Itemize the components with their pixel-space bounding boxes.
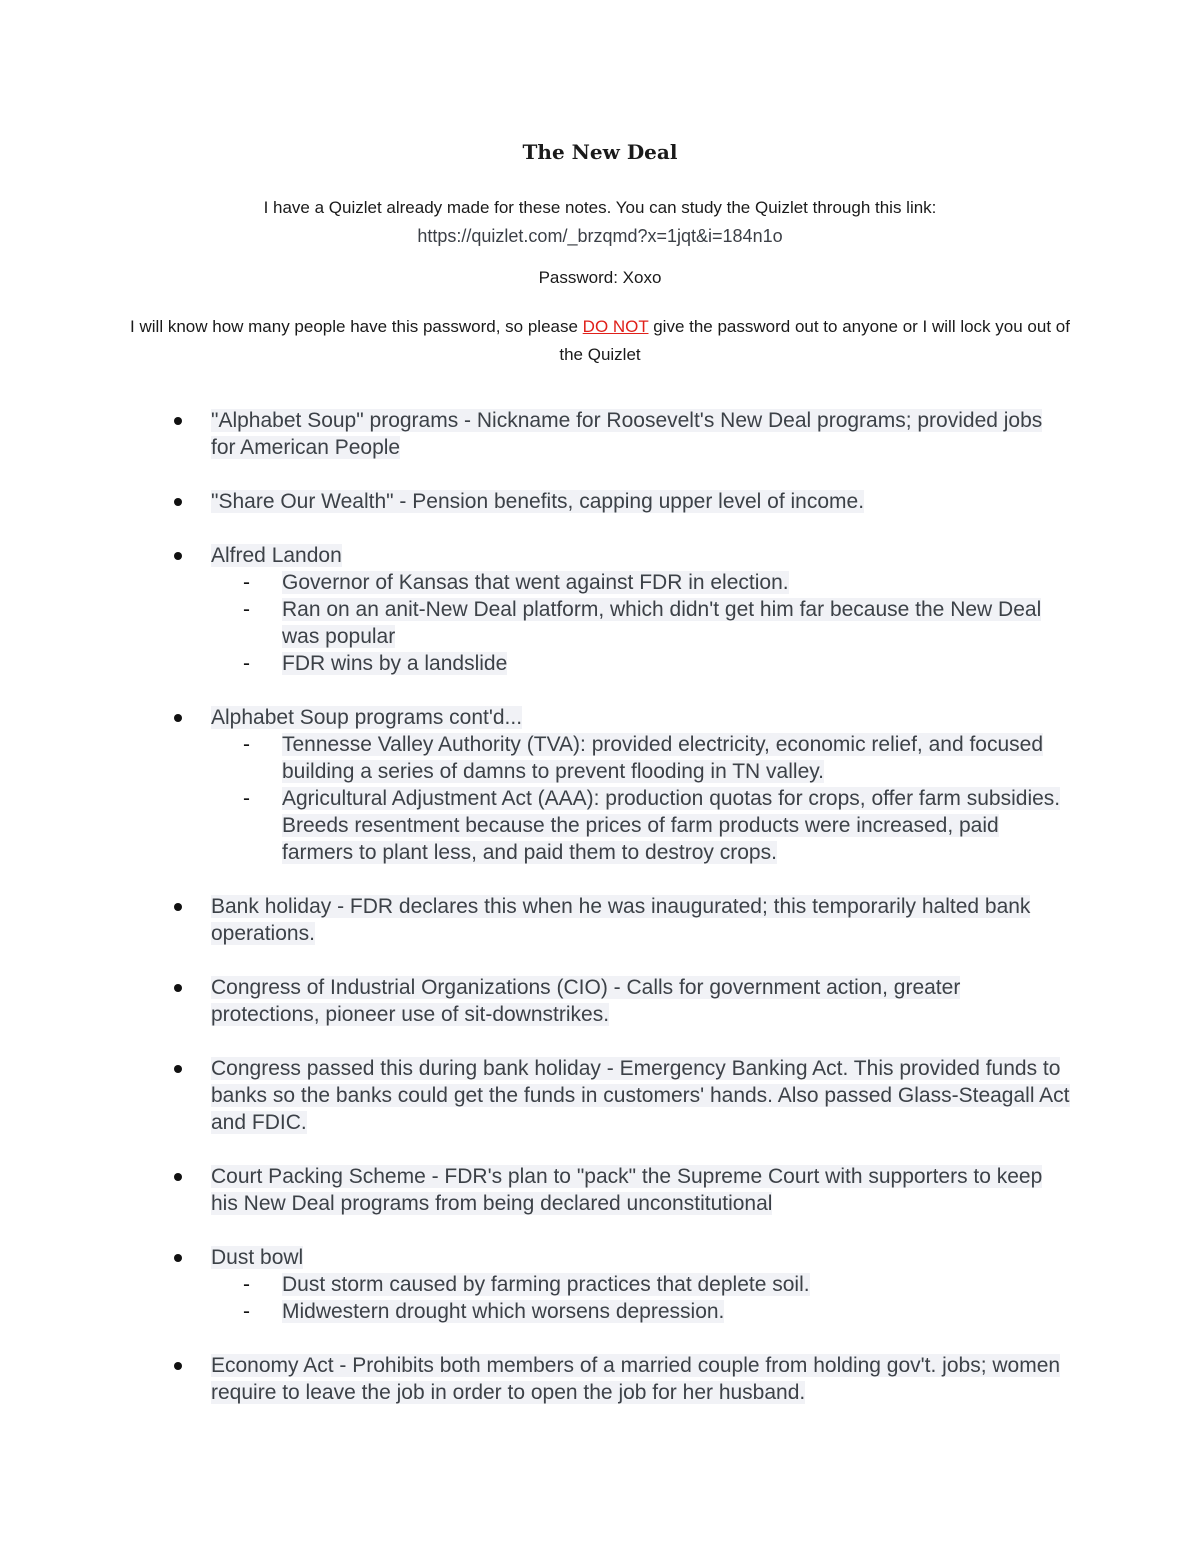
note-item	[0, 1244, 1200, 1325]
note-text: Congress of Industrial Organizations (CIO) - Calls for government action, greater protections, pioneer use of sit-downstrikes.	[211, 976, 961, 1026]
note-item	[0, 542, 1200, 677]
notes-list	[0, 407, 1200, 1433]
sub-item	[0, 596, 1070, 650]
note-item	[0, 407, 1200, 461]
note-text: Bank holiday - FDR declares this when he was inaugurated; this temporarily halted bank operations.	[211, 895, 1031, 945]
sub-item	[0, 1271, 1070, 1298]
note-text: "Alphabet Soup" programs - Nickname for Roosevelt's New Deal programs; provided jobs for American People	[211, 409, 1043, 459]
warning-before: I will know how many people have this password, so please	[130, 317, 583, 336]
note-item	[0, 1055, 1200, 1136]
dash-icon: -	[243, 733, 250, 756]
bullet-icon	[174, 1254, 182, 1262]
note-text: Alfred Landon	[211, 544, 342, 567]
sub-item-text: Dust storm caused by farming practices that deplete soil.	[282, 1273, 810, 1296]
sub-list	[211, 569, 1070, 677]
bullet-icon	[174, 417, 182, 425]
bullet-icon	[174, 498, 182, 506]
dash-icon: -	[243, 652, 250, 675]
note-text: Court Packing Scheme - FDR's plan to "pack" the Supreme Court with supporters to keep his New Deal programs from being declared unconstitutional	[211, 1165, 1043, 1215]
sub-item	[0, 569, 1070, 596]
bullet-icon	[174, 1362, 182, 1370]
dash-icon: -	[243, 1300, 250, 1323]
bullet-icon	[174, 903, 182, 911]
dash-icon: -	[243, 571, 250, 594]
bullet-icon	[174, 1065, 182, 1073]
sub-item-text: Agricultural Adjustment Act (AAA): production quotas for crops, offer farm subsidies. Breeds resentment because the prices of farm products were increased, paid farmers to plant less, and paid them to destroy crops.	[282, 787, 1061, 864]
note-item	[0, 488, 1200, 515]
sub-item-text: Tennesse Valley Authority (TVA): provided electricity, economic relief, and focused building a series of damns to prevent flooding in TN valley.	[282, 733, 1044, 783]
note-text: Alphabet Soup programs cont'd...	[211, 706, 523, 729]
warning-text	[130, 313, 1070, 369]
note-text: Dust bowl	[211, 1246, 304, 1269]
bullet-icon	[174, 984, 182, 992]
sub-item-text: Ran on an anit-New Deal platform, which didn't get him far because the New Deal was popular	[282, 598, 1042, 648]
warning-do-not: DO NOT	[582, 317, 649, 336]
note-item	[0, 893, 1200, 947]
password-line: Password: Xoxo	[538, 268, 662, 287]
quizlet-link[interactable]: https://quizlet.com/_brzqmd?x=1jqt&i=184n1o	[417, 226, 783, 246]
dash-icon: -	[243, 598, 250, 621]
note-item	[0, 1352, 1200, 1406]
sub-item-text: Midwestern drought which worsens depression.	[282, 1300, 725, 1323]
quizlet-intro: I have a Quizlet already made for these notes. You can study the Quizlet through this link:	[263, 198, 937, 217]
sub-item	[0, 731, 1070, 785]
note-item	[0, 1163, 1200, 1217]
note-text: Congress passed this during bank holiday - Emergency Banking Act. This provided funds to banks so the banks could get the funds in customers' hands. Also passed Glass-Steagall Act and FDIC.	[211, 1057, 1070, 1134]
sub-item	[0, 785, 1070, 866]
note-text: "Share Our Wealth" - Pension benefits, capping upper level of income.	[211, 490, 865, 513]
sub-item	[0, 1298, 1070, 1325]
dash-icon: -	[243, 1273, 250, 1296]
note-item	[0, 974, 1200, 1028]
note-text: Economy Act - Prohibits both members of a married couple from holding gov't. jobs; women require to leave the job in order to open the job for her husband.	[211, 1354, 1061, 1404]
document-title: The New Deal	[522, 140, 678, 164]
sub-item	[0, 650, 1070, 677]
bullet-icon	[174, 552, 182, 560]
sub-item-text: FDR wins by a landslide	[282, 652, 508, 675]
note-item	[0, 704, 1200, 866]
dash-icon: -	[243, 787, 250, 810]
bullet-icon	[174, 1173, 182, 1181]
sub-item-text: Governor of Kansas that went against FDR in election.	[282, 571, 789, 594]
sub-list	[211, 731, 1070, 866]
warning-after: give the password out to anyone or I will lock you out of the Quizlet	[559, 317, 1070, 364]
sub-list	[211, 1271, 1070, 1325]
bullet-icon	[174, 714, 182, 722]
